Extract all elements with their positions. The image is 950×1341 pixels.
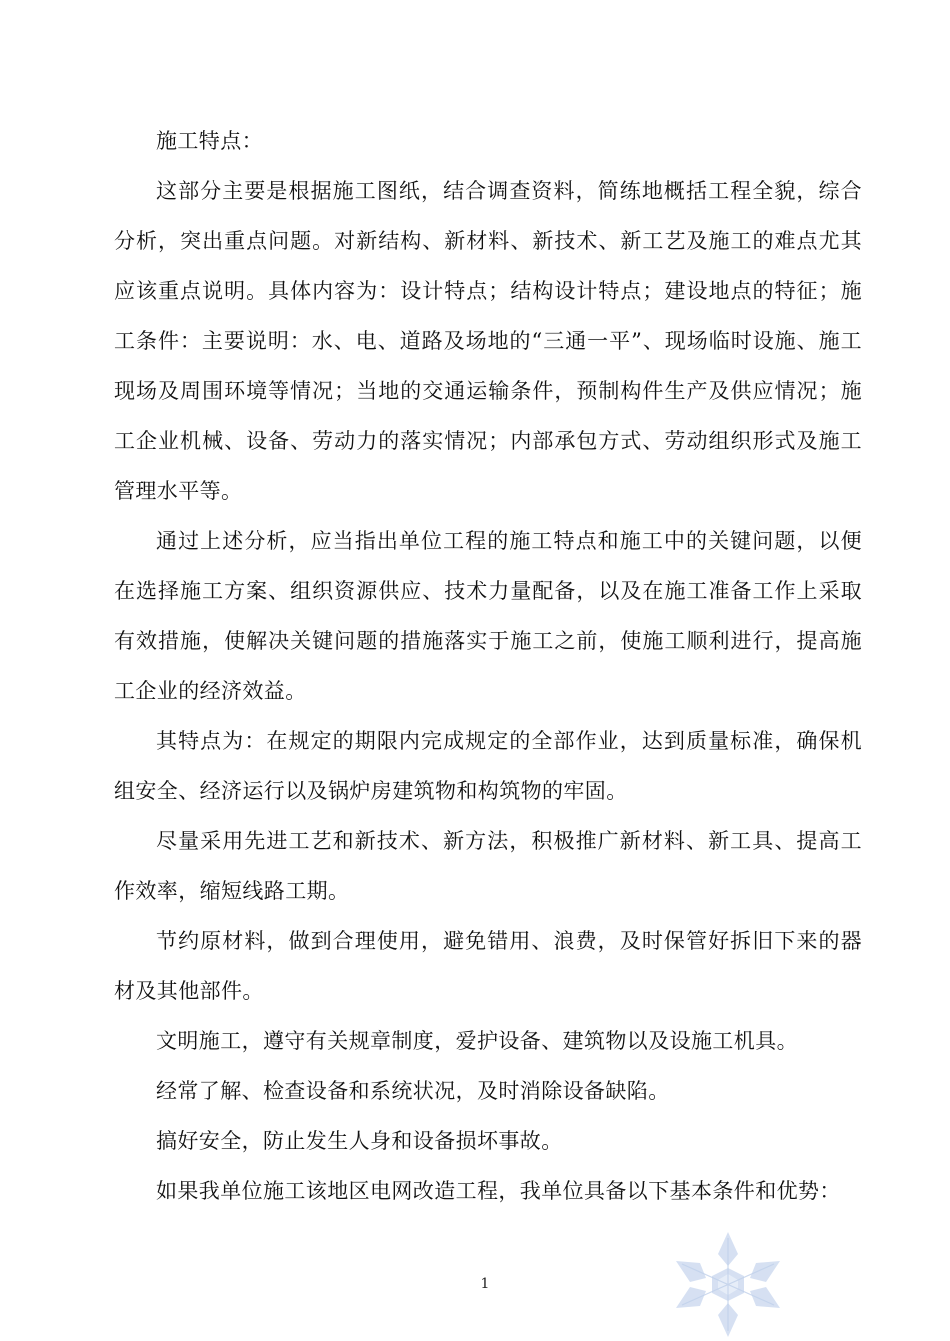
paragraph: 经常了解、检查设备和系统状况，及时消除设备缺陷。 <box>156 1079 670 1103</box>
paragraph: 如果我单位施工该地区电网改造工程，我单位具备以下基本条件和优势： <box>156 1179 841 1203</box>
paragraph: 文明施工，遵守有关规章制度，爱护设备、建筑物以及设施工机具。 <box>156 1029 798 1053</box>
paragraph: 节约原材料，做到合理使用，避免错用、浪费，及时保管好拆旧下来的器材及其他部件。 <box>114 929 862 1003</box>
paragraph: 其特点为：在规定的期限内完成规定的全部作业，达到质量标准，确保机组安全、经济运行以及锅炉房建筑物和构筑物的牢固。 <box>114 729 862 803</box>
snowflake-watermark-icon <box>668 1228 788 1341</box>
paragraph: 这部分主要是根据施工图纸，结合调查资料，简练地概括工程全貌，综合分析，突出重点问题。对新结构、新材料、新技术、新工艺及施工的难点尤其应该重点说明。具体内容为：设计特点；结构设计特点；建设地点的特征；施工条件：主要说明：水、电、道路及场地的“三通一平”、现场临时设施、施工现场及周围环境等情况；当地的交通运输条件，预制构件生产及供应情况；施工企业机械、设备、劳动力的落实情况；内部承包方式、劳动组织形式及施工管理水平等。 <box>114 179 862 503</box>
document-body <box>114 116 862 1216</box>
paragraph: 通过上述分析，应当指出单位工程的施工特点和施工中的关键问题，以便在选择施工方案、组织资源供应、技术力量配备，以及在施工准备工作上采取有效措施，使解决关键问题的措施落实于施工之前，使施工顺利进行，提高施工企业的经济效益。 <box>114 529 862 703</box>
paragraph: 搞好安全，防止发生人身和设备损坏事故。 <box>156 1129 563 1153</box>
page-number: 1 <box>480 1276 490 1292</box>
paragraph: 尽量采用先进工艺和新技术、新方法，积极推广新材料、新工具、提高工作效率，缩短线路工期。 <box>114 829 862 903</box>
paragraph-heading: 施工特点： <box>156 129 263 153</box>
